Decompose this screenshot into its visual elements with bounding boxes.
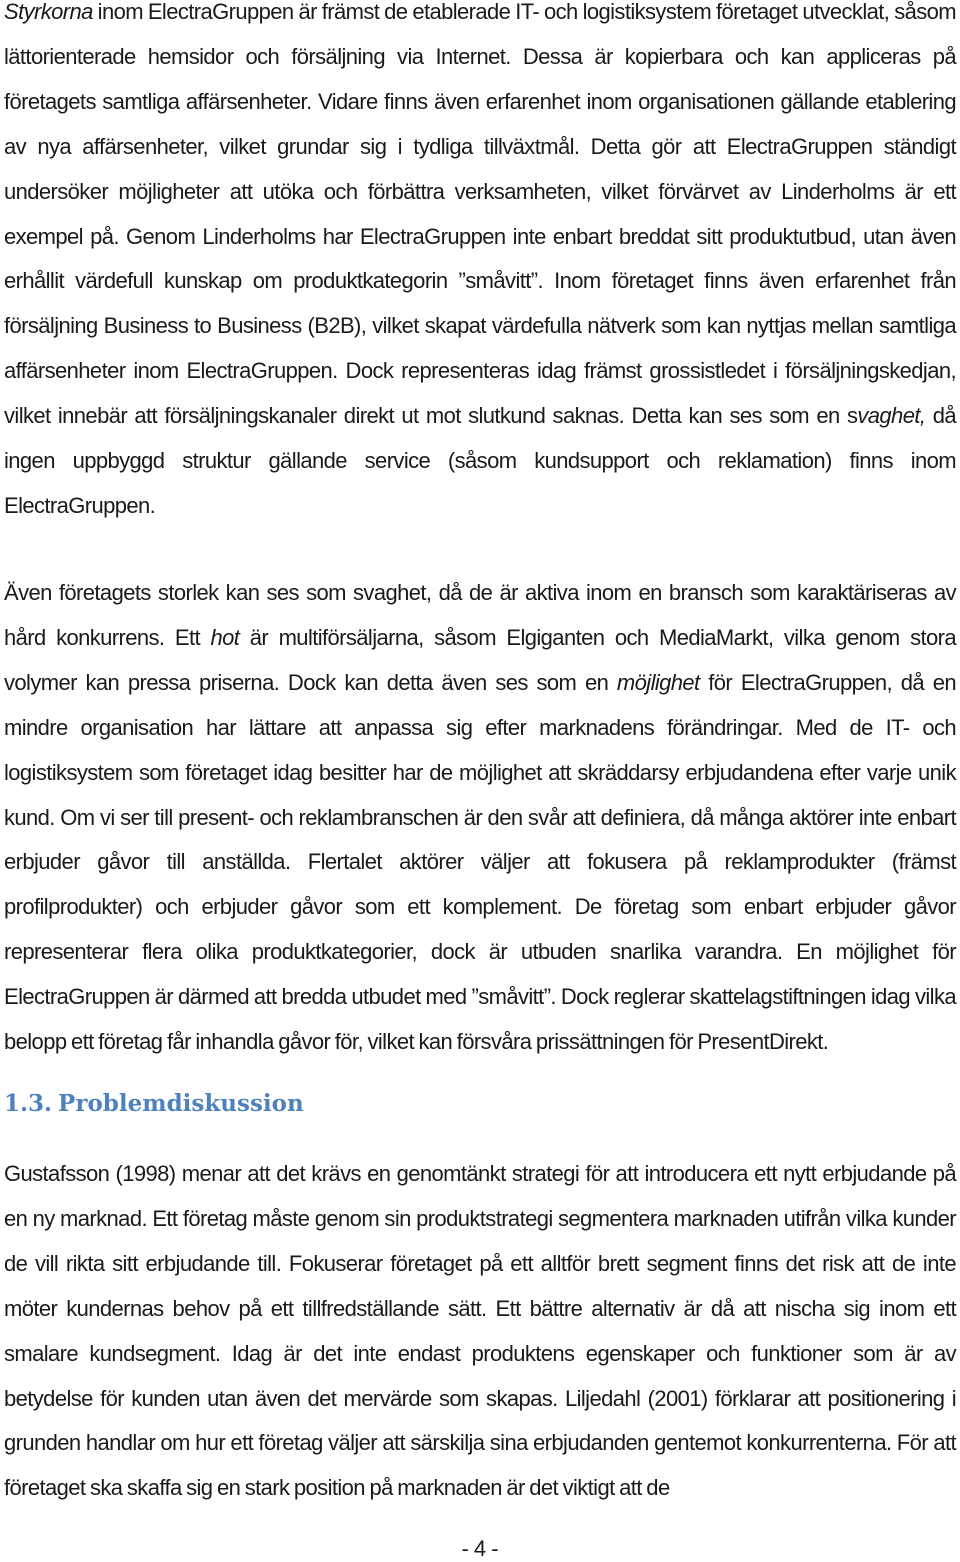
paragraph-text: då ingen uppbyggd struktur gällande service (såsom kundsupport och reklamation) finns inom ElectraGruppen. bbox=[4, 403, 956, 518]
paragraph-text: Gustafsson (1998) menar att det krävs en genomtänkt strategi för att introducera ett nytt erbjudande på en ny marknad. Ett företag måste genom sin produktstrategi segmentera marknaden utifrån vilka kunder de vill rikta sitt erbjudande till. Fokuserar företaget på ett alltför brett segment finns det risk att de inte möter kundernas behov på ett tillfredställande sätt. Ett bättre alternativ är då att nischa sig inom ett smalare kundsegment. Idag är det inte endast produktens egenskaper och funktioner som är av betydelse för kunden utan även det mervärde som skapas. Liljedahl (2001) förklarar att positionering i grunden handlar om hur ett företag väljer att särskilja sina erbjudanden gentemot konkurrenterna. För att företaget ska skaffa sig en stark position på marknaden är det viktigt att de bbox=[4, 1161, 956, 1501]
paragraph-swot-threats bbox=[4, 571, 956, 1065]
paragraph-text: Även företagets storlek kan ses som svaghet, då de är aktiva inom en bransch som karaktäriseras av hård konkurrens. Ett bbox=[4, 580, 956, 650]
paragraph-problem-discussion bbox=[4, 1152, 956, 1511]
italic-term: möjlighet bbox=[616, 669, 700, 695]
page-number: - 4 - bbox=[461, 1536, 499, 1561]
italic-term: vaghet, bbox=[857, 403, 926, 429]
section-number: 1.3. bbox=[4, 1090, 53, 1117]
paragraph-swot-strengths bbox=[4, 0, 956, 529]
italic-term: hot bbox=[210, 624, 240, 650]
italic-term: Styrkorna bbox=[4, 0, 93, 24]
section-heading bbox=[4, 1090, 304, 1117]
paragraph-text: för ElectraGruppen, då en mindre organisation har lättare att anpassa sig efter marknadens förändringar. Med de IT- och logistiksystem som företaget idag besitter har de möjlighet att skräddarsy erbjudandena efter varje unik kund. Om vi ser till present- och reklambranschen är den svår att definiera, då många aktörer inte enbart erbjuder gåvor till anställda. Flertalet aktörer väljer att fokusera på reklamprodukter (främst profilprodukter) och erbjuder gåvor som ett komplement. De företag som enbart erbjuder gåvor representerar flera olika produktkategorier, dock är utbuden snarlika varandra. En möjlighet för ElectraGruppen är därmed att bredda utbudet med ”småvitt”. Dock reglerar skattelagstiftningen idag vilka belopp ett företag får inhandla gåvor för, vilket kan försvåra prissättningen för PresentDirekt. bbox=[4, 669, 956, 1055]
section-title: Problemdiskussion bbox=[58, 1090, 304, 1117]
paragraph-text: är multiförsäljarna, såsom Elgiganten och MediaMarkt, vilka genom stora volymer kan pressa priserna. Dock kan detta även ses som en bbox=[4, 624, 956, 695]
paragraph-text: inom ElectraGruppen är främst de etablerade IT- och logistiksystem företaget utvecklat, såsom lättorienterade hemsidor och försäljning via Internet. Dessa är kopierbara och kan appliceras på företagets samtliga affärsenheter. Vidare finns även erfarenhet inom organisationen gällande etablering av nya affärsenheter, vilket grundar sig i tydliga tillväxtmål. Detta gör att ElectraGruppen ständigt undersöker möjligheter att utöka och förbättra verksamheten, vilket förvärvet av Linderholms är ett exempel på. Genom Linderholms har ElectraGruppen inte enbart breddat sitt produktutbud, utan även erhållit värdefull kunskap om produktkategorin ”småvitt”. Inom företaget finns även erfarenhet från försäljning Business to Business (B2B), vilket skapat värdefulla nätverk som kan nyttjas mellan samtliga affärsenheter inom ElectraGruppen. Dock representeras idag främst grossistledet i försäljningskedjan, vilket innebär att försäljningskanaler direkt ut mot slutkund saknas. Detta kan ses som en s bbox=[4, 0, 956, 429]
